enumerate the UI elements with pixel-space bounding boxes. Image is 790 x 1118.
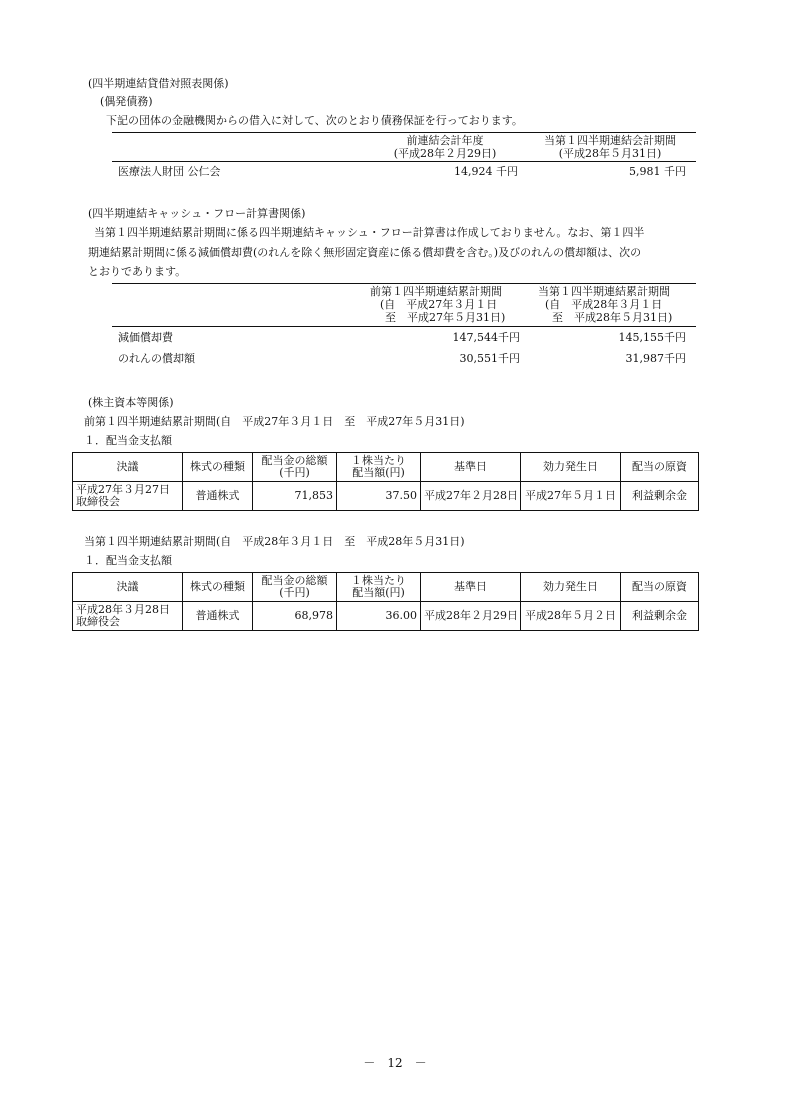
col-prior-fy-title: 前連結会計年度	[406, 134, 484, 147]
goodwill-current-value: 31,987千円	[625, 352, 686, 365]
stock-type-cell: 普通株式	[183, 602, 253, 631]
header-per-share: １株当たり 配当額(円)	[337, 453, 421, 482]
effective-date-cell: 平成28年５月２日	[521, 602, 621, 631]
col-current-period-from: (自 平成28年３月１日	[545, 298, 663, 311]
section-title-balance-sheet: (四半期連結貸借対照表関係)	[88, 77, 229, 90]
depreciation-current-value: 145,155千円	[618, 331, 686, 344]
col-current-period-title: 当第１四半期連結累計期間	[538, 285, 670, 298]
source-cell: 利益剰余金	[621, 602, 699, 631]
table-row	[73, 482, 699, 511]
goodwill-amortization-label: のれんの償却額	[118, 352, 195, 365]
total-dividend-cell: 68,978	[253, 602, 337, 631]
stock-type-cell: 普通株式	[183, 482, 253, 511]
current-period-heading: 当第１四半期連結累計期間(自 平成28年３月１日 至 平成28年５月31日)	[84, 535, 465, 548]
section-title-equity: (株主資本等関係)	[88, 396, 174, 409]
col-prior-period-to: 至 平成27年５月31日)	[385, 311, 506, 324]
goodwill-prior-value: 30,551千円	[459, 352, 520, 365]
table-top-rule	[112, 283, 696, 284]
col-current-period-to: 至 平成28年５月31日)	[552, 311, 673, 324]
total-dividend-cell: 71,853	[253, 482, 337, 511]
table-header-rule	[112, 161, 696, 162]
page-number: － 12 －	[363, 1056, 427, 1070]
col-current-q-title: 当第１四半期連結会計期間	[544, 134, 676, 147]
header-total-dividend: 配当金の総額 (千円)	[253, 573, 337, 602]
prior-period-heading: 前第１四半期連結累計期間(自 平成27年３月１日 至 平成27年５月31日)	[84, 415, 465, 428]
col-current-q-date: (平成28年５月31日)	[558, 147, 662, 160]
cash-flow-para-line1: 当第１四半期連結累計期間に係る四半期連結キャッシュ・フロー計算書は作成しておりません。なお、第１四半	[94, 226, 645, 239]
cash-flow-para-line3: とおりであります。	[88, 265, 187, 278]
guarantee-prior-value: 14,924 千円	[454, 165, 518, 178]
current-dividend-item: １．配当金支払額	[84, 554, 172, 567]
header-effective-date: 効力発生日	[521, 573, 621, 602]
per-share-cell: 37.50	[337, 482, 421, 511]
header-stock-type: 株式の種類	[183, 453, 253, 482]
header-source: 配当の原資	[621, 573, 699, 602]
depreciation-label: 減価償却費	[118, 331, 173, 344]
guarantee-entity-label: 医療法人財団 公仁会	[118, 165, 221, 178]
header-resolution: 決議	[73, 573, 183, 602]
section-title-cash-flow: (四半期連結キャッシュ・フロー計算書関係)	[88, 207, 306, 220]
guarantee-current-value: 5,981 千円	[629, 165, 686, 178]
effective-date-cell: 平成27年５月１日	[521, 482, 621, 511]
source-cell: 利益剰余金	[621, 482, 699, 511]
prior-dividend-item: １．配当金支払額	[84, 434, 172, 447]
header-per-share: １株当たり 配当額(円)	[337, 573, 421, 602]
col-prior-period-from: (自 平成27年３月１日	[380, 298, 498, 311]
current-dividend-table	[72, 572, 699, 631]
depreciation-prior-value: 147,544千円	[452, 331, 520, 344]
header-record-date: 基準日	[421, 573, 521, 602]
resolution-cell: 平成28年３月28日 取締役会	[73, 602, 183, 631]
header-resolution: 決議	[73, 453, 183, 482]
record-date-cell: 平成27年２月28日	[421, 482, 521, 511]
header-source: 配当の原資	[621, 453, 699, 482]
cash-flow-para-line2: 期連結累計期間に係る減価償却費(のれんを除く無形固定資産に係る償却費を含む。)及びのれんの償却額は、次の	[88, 246, 642, 259]
subsection-contingent-liabilities: (偶発債務)	[100, 95, 153, 108]
table-row	[73, 602, 699, 631]
col-prior-period-title: 前第１四半期連結累計期間	[370, 285, 502, 298]
header-stock-type: 株式の種類	[183, 573, 253, 602]
prior-dividend-table	[72, 452, 699, 511]
table-header-rule	[112, 326, 696, 327]
table-top-rule	[112, 132, 696, 133]
resolution-cell: 平成27年３月27日 取締役会	[73, 482, 183, 511]
per-share-cell: 36.00	[337, 602, 421, 631]
header-total-dividend: 配当金の総額 (千円)	[253, 453, 337, 482]
col-prior-fy-date: (平成28年２月29日)	[393, 147, 497, 160]
header-effective-date: 効力発生日	[521, 453, 621, 482]
header-record-date: 基準日	[421, 453, 521, 482]
guarantee-intro: 下記の団体の金融機関からの借入に対して、次のとおり債務保証を行っております。	[106, 114, 523, 127]
record-date-cell: 平成28年２月29日	[421, 602, 521, 631]
